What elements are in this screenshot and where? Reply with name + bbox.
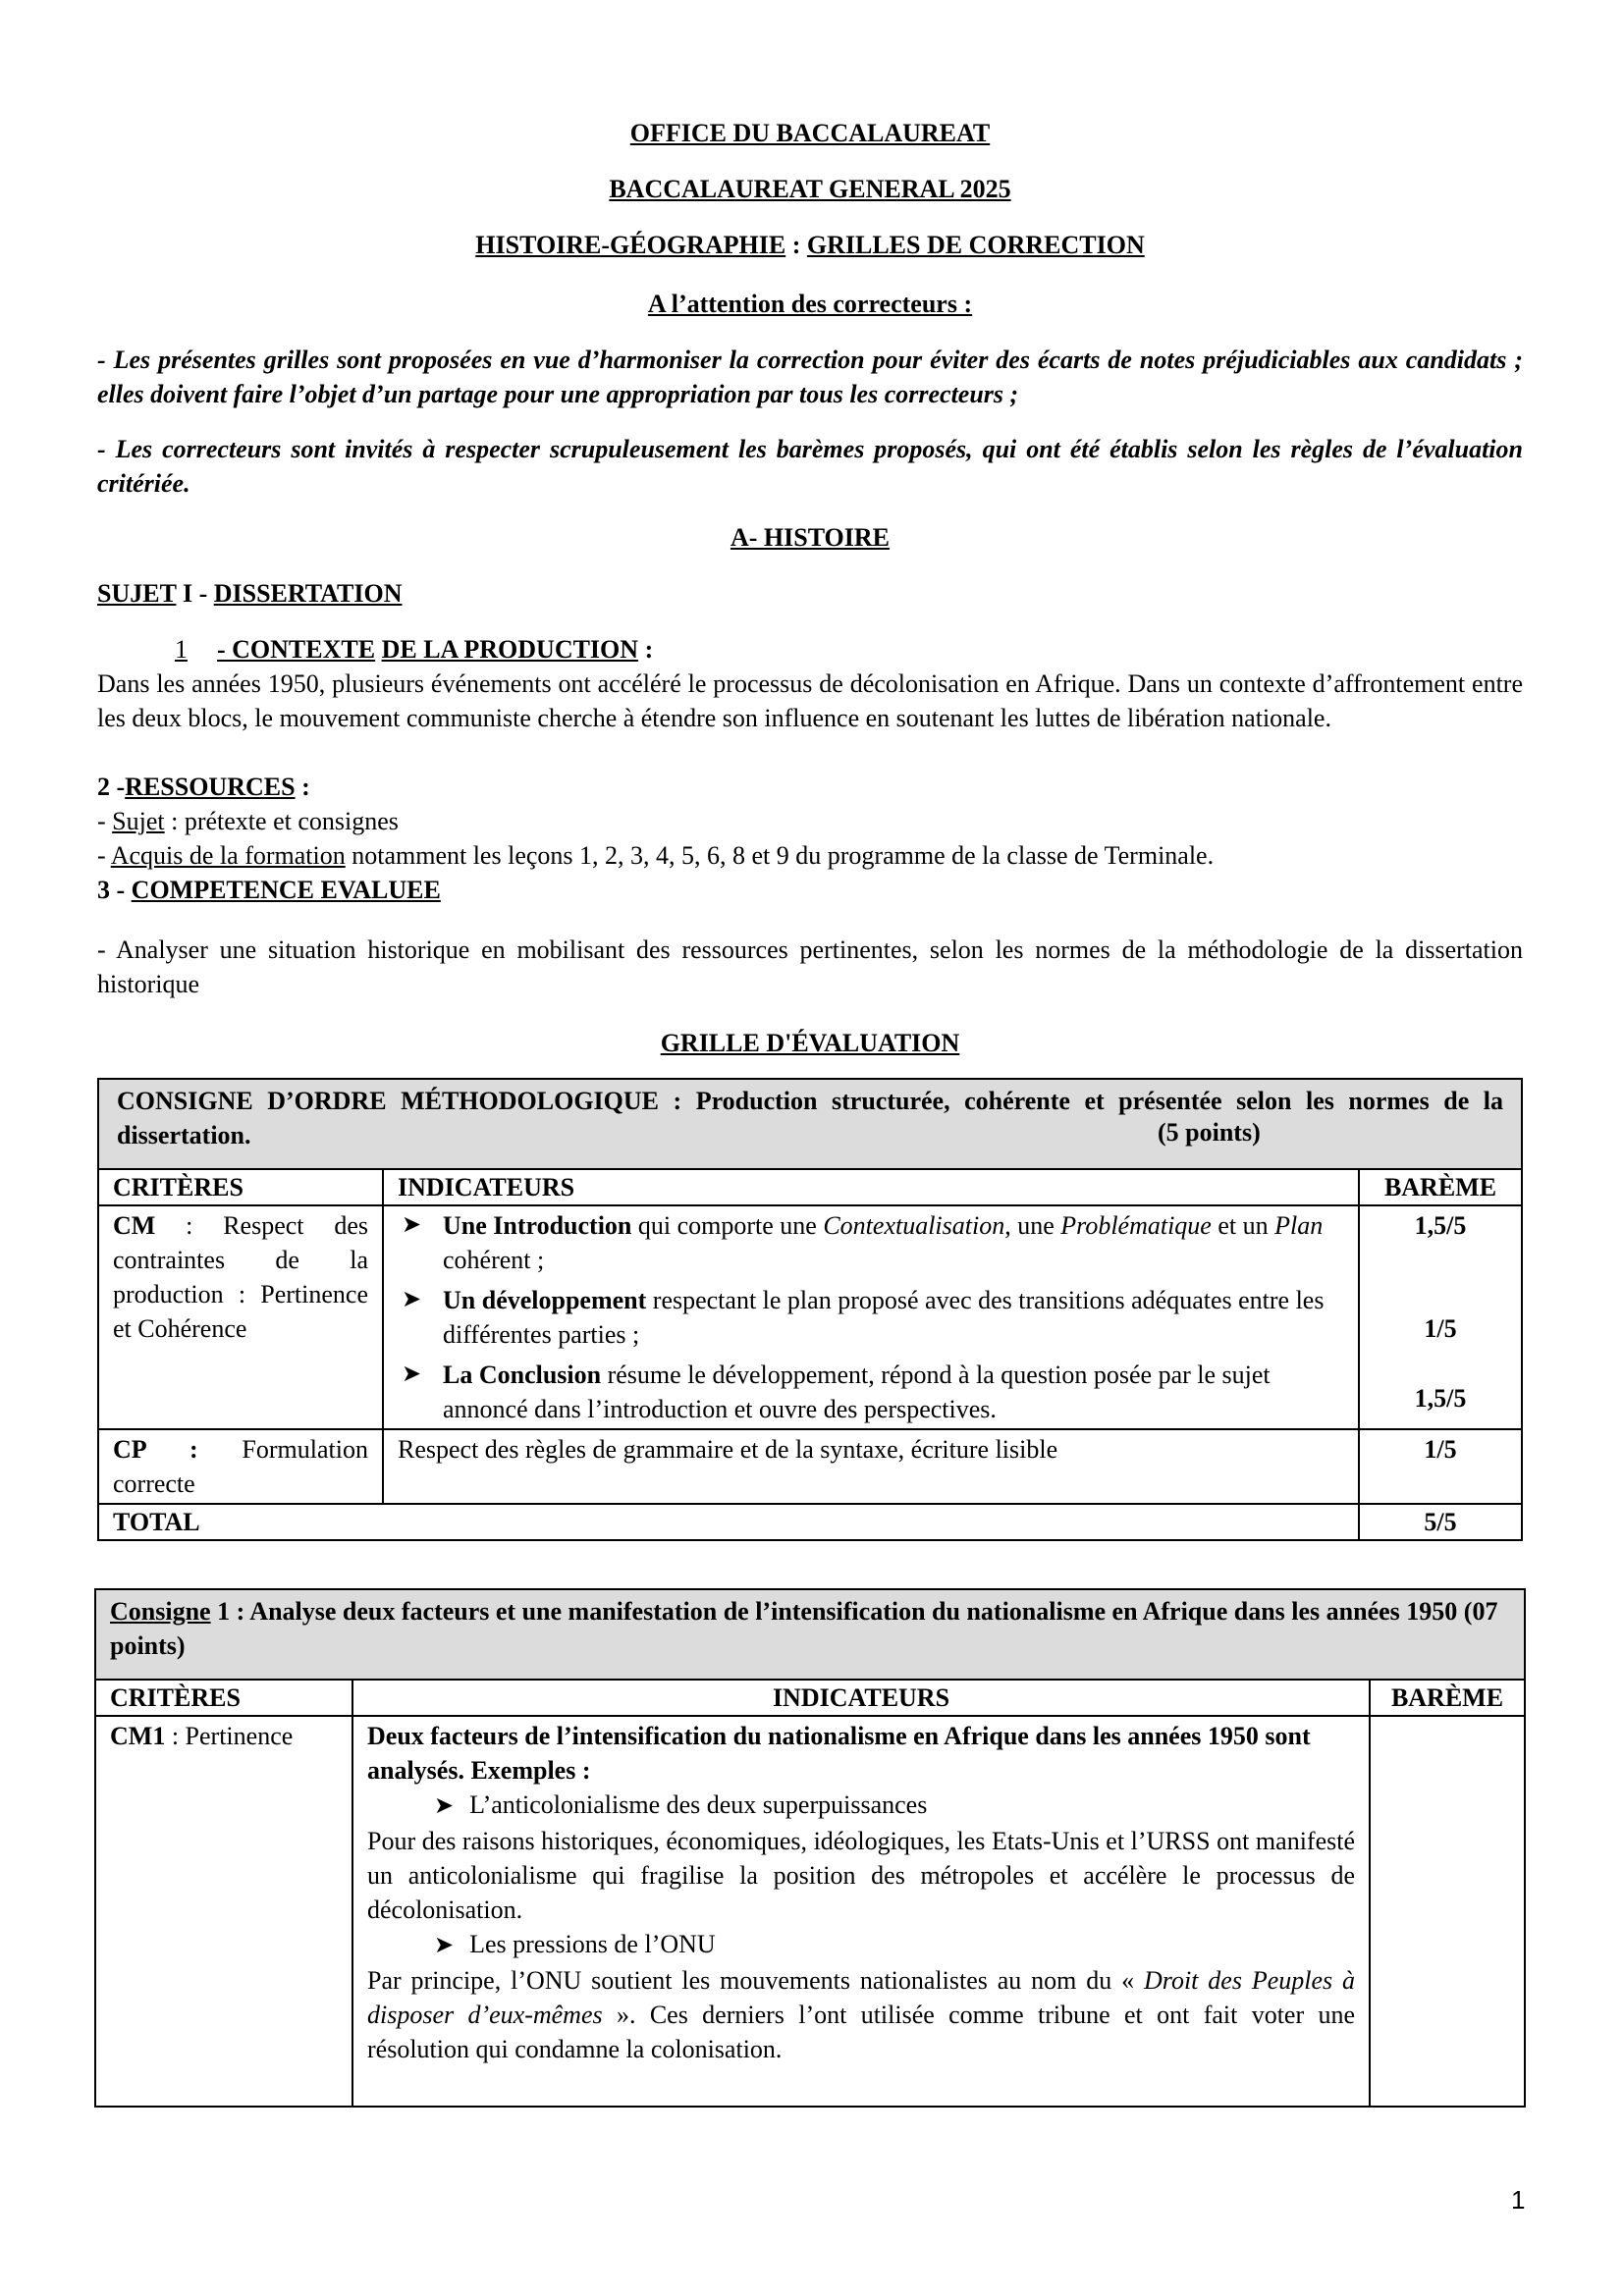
- arrow-bullet-icon: ➤: [402, 1212, 422, 1238]
- section-title: A- HISTOIRE: [730, 523, 891, 552]
- ressources-heading: 2 -RESSOURCES :: [97, 773, 310, 801]
- factor-1-text: Pour des raisons historiques, économiques, idéologiques, les Etats-Unis et l’URSS ont manifesté un anticolonialisme qui fragilise la position des métropoles et accélère le processus de décolonisation.: [367, 1827, 1355, 1924]
- cm1-intro: Deux facteurs de l’intensification du nationalisme en Afrique dans les années 1950 sont analysés. Exemples :: [367, 1722, 1311, 1785]
- competence-text: - Analyser une situation historique en mobilisant des ressources pertinentes, selon les normes de la méthodologie de la dissertation historique: [97, 935, 1523, 998]
- cp-criterion: CP : Formulation correcte: [98, 1429, 383, 1504]
- cm1-bareme: [1370, 1716, 1525, 2107]
- col-criteres-2: CRITÈRES: [95, 1680, 352, 1716]
- attention-heading: A l’attention des correcteurs :: [647, 290, 973, 318]
- cm1-indicators: [352, 1716, 1370, 2107]
- col-indicateurs: INDICATEURS: [383, 1169, 1359, 1205]
- header-office: OFFICE DU BACCALAUREAT: [629, 119, 991, 147]
- factor-1-title: ➤ L’anticolonialisme des deux superpuissances: [434, 1790, 928, 1819]
- factor-2-title: ➤ Les pressions de l’ONU: [434, 1930, 716, 1958]
- header-bac: BACCALAUREAT GENERAL 2025: [609, 175, 1011, 203]
- indicator-conclusion: ➤ La Conclusion résume le développement, répond à la question posée par le sujet annoncé dans l’introduction et ouvre des perspectives.: [398, 1358, 1348, 1426]
- cm-criterion: CM : Respect des contraintes de la production : Pertinence et Cohérence: [98, 1205, 383, 1429]
- header-subject-name: HISTOIRE-GÉOGRAPHIE: [475, 231, 786, 259]
- note-2: - Les correcteurs sont invités à respecter scrupuleusement les barèmes proposés, qui ont été établis selon les règles de l’évaluation critériée.: [97, 435, 1523, 498]
- arrow-bullet-icon: ➤: [402, 1362, 422, 1387]
- consigne-1-head: Consigne 1 : Analyse deux facteurs et une manifestation de l’intensification du nationalisme en Afrique dans les années 1950 (07 points): [95, 1589, 1525, 1680]
- header-grids: GRILLES DE CORRECTION: [806, 231, 1145, 259]
- col-bareme-2: BARÈME: [1370, 1680, 1525, 1716]
- col-criteres: CRITÈRES: [98, 1169, 383, 1205]
- contexte-heading: 1 - CONTEXTE DE LA PRODUCTION :: [175, 635, 654, 664]
- factor-2-text: Par principe, l’ONU soutient les mouvements nationalistes au nom du « Droit des Peuples à disposer d’eux-mêmes ». Ces derniers l’ont utilisée comme tribune et ont fait voter une résolution qui condamne la colonisation.: [367, 1966, 1356, 2063]
- methodology-table: [97, 1078, 1523, 1541]
- col-bareme: BARÈME: [1359, 1169, 1522, 1205]
- cm-bareme: 1,5/5 1/5 1,5/5: [1359, 1205, 1522, 1429]
- arrow-bullet-icon: ➤: [434, 1793, 455, 1819]
- methodology-table-head: CONSIGNE D’ORDRE MÉTHODOLOGIQUE : Production structurée, cohérente et présentée selon les normes de la dissertation. (5 points): [98, 1079, 1522, 1169]
- total-label: TOTAL: [98, 1504, 1359, 1540]
- page-number: 1: [1511, 2185, 1526, 2215]
- note-1: - Les présentes grilles sont proposées en vue d’harmoniser la correction pour éviter des écarts de notes préjudiciables aux candidats ; elles doivent faire l’objet d’un partage pour une appropriation par tous les correcteurs ;: [97, 346, 1523, 408]
- arrow-bullet-icon: ➤: [402, 1287, 422, 1312]
- grille-title: GRILLE D'ÉVALUATION: [660, 1029, 960, 1057]
- cp-indicator: Respect des règles de grammaire et de la syntaxe, écriture lisible: [383, 1429, 1359, 1504]
- contexte-text: Dans les années 1950, plusieurs événements ont accéléré le processus de décolonisation en Afrique. Dans un contexte d’affrontement entre les deux blocs, le mouvement communiste cherche à étendre son influence en soutenant les luttes de libération nationale.: [97, 669, 1523, 732]
- cm1-criterion: CM1 : Pertinence: [95, 1716, 352, 2107]
- indicator-introduction: ➤ Une Introduction qui comporte une Contextualisation, une Problématique et un Plan cohérent ;: [398, 1208, 1348, 1277]
- cm-indicators: [383, 1205, 1359, 1429]
- ressources-item-2: - Acquis de la formation notamment les leçons 1, 2, 3, 4, 5, 6, 8 et 9 du programme de la classe de Terminale.: [97, 841, 1215, 870]
- indicator-developpement: ➤ Un développement respectant le plan proposé avec des transitions adéquates entre les différentes parties ;: [398, 1283, 1348, 1352]
- sujet-heading: SUJET I - DISSERTATION: [97, 579, 403, 608]
- cp-bareme: 1/5: [1359, 1429, 1522, 1504]
- header-subject: HISTOIRE-GÉOGRAPHIE : GRILLES DE CORRECTION: [475, 231, 1145, 259]
- methodology-grid: [97, 1078, 1523, 1541]
- consigne-1-table: [94, 1588, 1526, 2108]
- arrow-bullet-icon: ➤: [434, 1933, 455, 1958]
- ressources-item-1: - Sujet : prétexte et consignes: [97, 807, 399, 835]
- consigne-1-grid: [94, 1588, 1526, 2108]
- competence-heading: 3 - COMPETENCE EVALUEE: [97, 876, 441, 904]
- col-indicateurs-2: INDICATEURS: [352, 1680, 1370, 1716]
- total-value: 5/5: [1359, 1504, 1522, 1540]
